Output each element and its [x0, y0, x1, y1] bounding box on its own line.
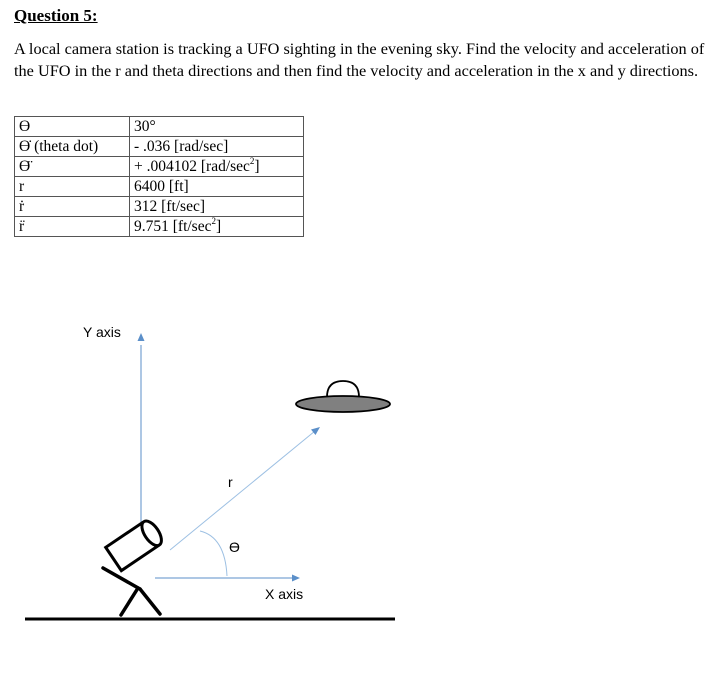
- y-axis-label: Y axis: [83, 324, 121, 340]
- value-cell: 6400 [ft]: [130, 177, 304, 197]
- symbol-cell: ϴ̈: [15, 157, 130, 177]
- question-title: Question 5:: [14, 6, 98, 25]
- value-close: ]: [215, 218, 222, 235]
- exponent: 2: [249, 155, 255, 166]
- symbol-cell: ϴ: [15, 117, 130, 137]
- value-cell: - .036 [rad/sec]: [130, 137, 304, 157]
- value-cell: 30°: [130, 117, 304, 137]
- ufo-icon: [296, 381, 390, 412]
- y-axis: [138, 333, 145, 548]
- theta-arc: [200, 531, 227, 576]
- value-close: ]: [254, 158, 260, 175]
- x-axis: [155, 575, 300, 582]
- symbol-cell: r: [15, 177, 130, 197]
- exponent: 2: [211, 215, 216, 226]
- theta-label: ϴ: [229, 539, 240, 555]
- value-text: 9.751 [ft/sec: [134, 218, 212, 235]
- camera-icon: [106, 518, 166, 571]
- value-text: + .004102 [rad/sec: [134, 158, 250, 175]
- r-vector: [170, 427, 320, 550]
- r-label: r: [228, 474, 233, 490]
- symbol-cell: ϴ̇ (theta dot): [15, 137, 130, 157]
- tripod-icon: [103, 568, 160, 615]
- symbol-cell: r̈: [15, 217, 130, 237]
- problem-statement: A local camera station is tracking a UFO sighting in the evening sky. Find the velocity and acceleration of the UFO in the r and theta directions and then find the velocity and acceleration in the x and y directions.: [14, 39, 705, 80]
- value-cell: 312 [ft/sec]: [130, 197, 304, 217]
- x-axis-label: X axis: [265, 586, 304, 602]
- symbol-cell: ṙ: [15, 197, 130, 217]
